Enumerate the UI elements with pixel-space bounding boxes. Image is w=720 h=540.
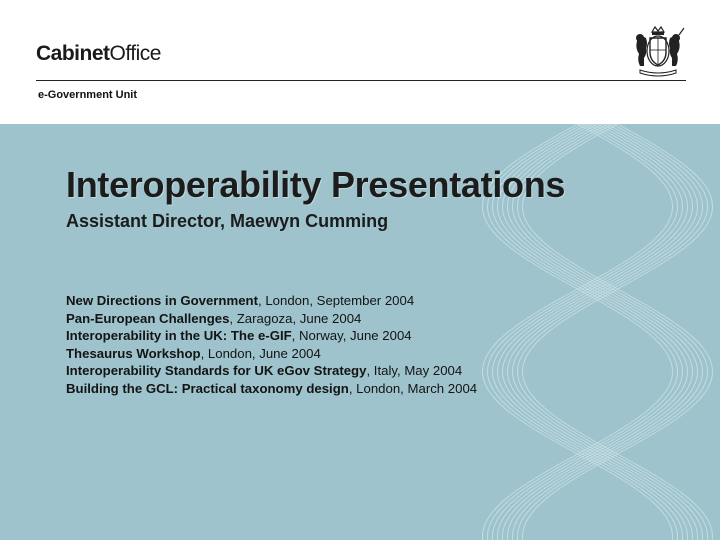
slide-title: Interoperability Presentations [66, 164, 566, 205]
list-item [66, 362, 477, 380]
presentation-details: , London, June 2004 [200, 345, 321, 361]
presentation-name: Pan-European Challenges [66, 310, 230, 326]
slide-subtitle: Assistant Director, Maewyn Cumming [66, 211, 389, 231]
presentation-list [66, 292, 477, 397]
royal-coat-of-arms-icon [628, 24, 688, 80]
presentation-name: Interoperability Standards for UK eGov Strategy [66, 363, 367, 378]
presentation-name: New Directions in Government [66, 293, 258, 308]
slide-header [0, 0, 720, 124]
presentation-details: , Italy, May 2004 [366, 363, 463, 378]
logo-bold-text: Cabinet [36, 42, 110, 65]
content-panel [0, 124, 720, 540]
logo-light-text: Office [109, 42, 161, 65]
list-item [66, 380, 477, 398]
presentation-details: , Zaragoza, June 2004 [229, 310, 362, 326]
presentation-name: Building the GCL: Practical taxonomy design [66, 380, 349, 396]
list-item [66, 327, 477, 345]
list-item [66, 292, 477, 310]
presentation-details: , London, September 2004 [258, 293, 415, 308]
cabinet-office-logo [36, 42, 161, 66]
presentation-name: Interoperability in the UK: The e-GIF [66, 328, 292, 343]
header-divider [36, 80, 686, 81]
list-item [66, 310, 477, 328]
unit-label: e-Government Unit [38, 89, 138, 101]
presentation-details: , London, March 2004 [348, 380, 478, 396]
list-item [66, 345, 477, 363]
presentation-name: Thesaurus Workshop [66, 345, 201, 361]
presentation-details: , Norway, June 2004 [291, 328, 412, 343]
